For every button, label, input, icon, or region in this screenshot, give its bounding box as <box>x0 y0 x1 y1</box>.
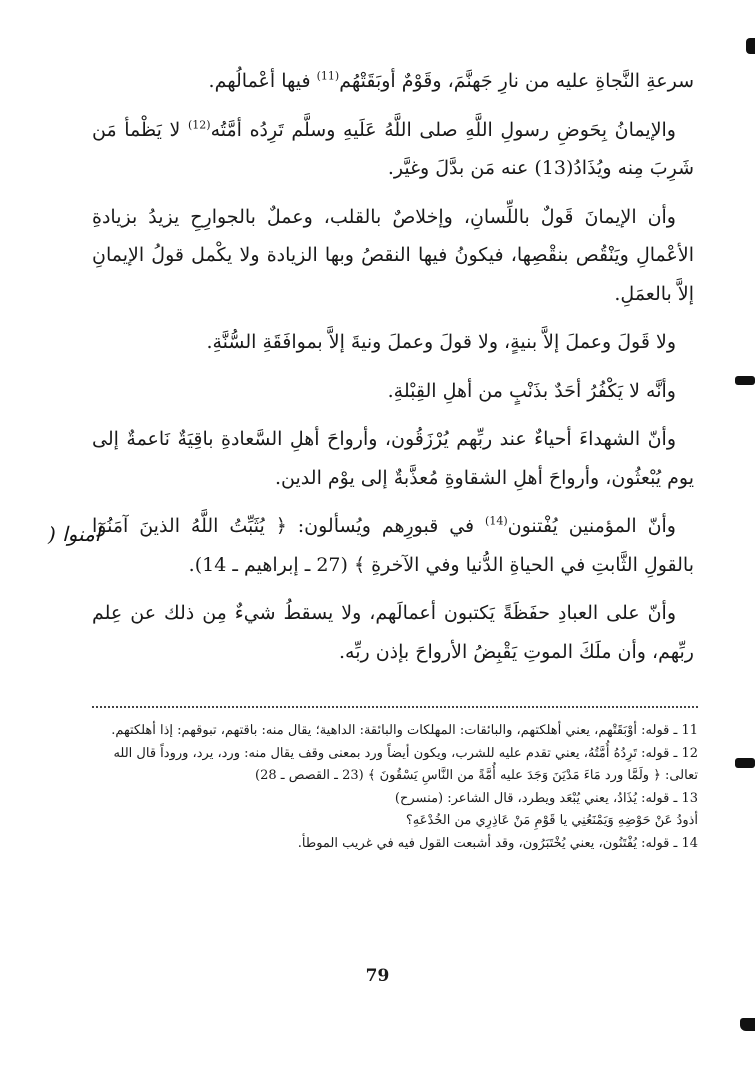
paragraph-3: وأن الإيمانَ قَولٌ باللِّسانِ، وإخلاصٌ بالقلب، وعملٌ بالجوارِحِ يزيدُ بزيادةِ الأعْمالِ ويَنْقُص بنقْصِها، فيكونُ فيها النقصُ وبها الزيادة ولا يكْمل قولُ الإيمانِ إلاَّ بالعمَلِ. <box>92 205 694 305</box>
footnote-ref-14: (14) <box>485 514 508 528</box>
footnote-13: 13 ـ قوله: يُذَادُ، يعني يُبْعَد ويطرد، قال الشاعر: (منسرح) <box>394 790 698 806</box>
paragraph-8: وأنّ على العبادِ حفَظَةً يَكتبون أعمالَهم، ولا يسقطُ شيءٌ مِن ذلك عن عِلم ربِّهم، وأن ملَكَ الموتِ يَقْبِضُ الأرواحَ بإذن ربِّه. <box>92 602 694 663</box>
paragraph-2: والإيمانُ بِحَوضِ رسولِ اللَّهِ صلى اللَّهُ عَلَيهِ وسلَّم تَرِدُه أمَّتُه$^{(12)}$ لا يَظْمأ مَن شَرِبَ مِنه ويُذَادُ(13) عنه مَن بدَّلَ وغيَّر. <box>92 118 694 179</box>
paragraph-5: وأنَّه لا يَكْفُرُ أحَدٌ بذَنْبٍ من أهلِ القِبْلةِ. <box>387 379 676 402</box>
footnotes <box>92 720 698 855</box>
paragraph-4: ولا قَولَ وعملَ إلاَّ بنيةٍ، ولا قولَ وعملَ ونيةَ إلاَّ بموافَقَةِ السُّنَّةِ. <box>206 331 676 353</box>
footnote-separator <box>92 706 698 708</box>
scan-edge-mark <box>746 38 755 54</box>
footnote-ref-11: (11) <box>316 69 340 83</box>
footnote-12: 12 ـ قوله: تَرِدُهُ أُمَّتُهُ، يعني تقدم عليه للشرب، ويكون أيضاً ورد بمعنى وقف يقال منه: ورد، يرد، وروداً قال الله تعالى: ﴿ ولَمَّا ورد مَاءَ مَدْيَنَ وَجَدَ عليه أُمَّةً من النَّاسِ يَسْقُونَ ﴾ (23 ـ القصص ـ 28) <box>113 745 698 783</box>
main-text <box>92 62 694 681</box>
handwritten-annotation: آمنوا ( <box>48 522 101 546</box>
footnote-11: 11 ـ قوله: أوْبَقَتْهم، يعني أهلكتهم، والبائقات: المهلكات والبائقة: الداهية؛ يقال منه: باقتهم، تبوقهم: إذا أهلكتهم. <box>111 723 698 738</box>
scan-edge-mark <box>735 758 755 768</box>
footnote-ref-12: (12) <box>187 118 211 132</box>
scan-edge-mark <box>735 376 755 385</box>
paragraph-6: وأنّ الشهداءَ أحياءٌ عند ربِّهم يُرْزَقُون، وأرواحَ أهلِ السَّعادةِ باقِيَةٌ نَاعمةٌ إلى يوم يُبْعثُون، وأرواحَ أهلِ الشقاوةِ مُعذَّبةٌ إلى يوْم الدين. <box>92 428 694 489</box>
page-number: 79 <box>365 966 390 986</box>
footnote-14: 14 ـ قوله: يُفْتَنُون، يعني يُخْتَبَرُون، وقد أشبعت القول فيه في غريب الموطأ. <box>297 835 698 851</box>
scan-edge-mark <box>740 1018 755 1031</box>
paragraph-7: وأنّ المؤمنين يُفْتنون$^{(14)}$ في قبورِهم ويُسألون: ﴿ يُثَبِّتُ اللَّهُ الذينَ آمَنُوا بالقولِ الثَّابتِ في الحياةِ الدُّنيا وفي الآخرةِ ﴾ (27 ـ إبراهيم ـ 14). <box>92 514 694 576</box>
footnote-13-verse: أذودُ عَنْ حَوْضِهِ وَيَمْنَعُنِي يا قَوْمِ مَنْ عَاذِرِي من الخُدْعَهِ؟ <box>405 813 698 828</box>
paragraph-1: سرعةِ النَّجاةِ عليه من نارِ جَهنَّمَ، وقَوْمٌ أوبَقَتْهُم$^{(11)}$ فيها أعْمالُهم. <box>208 69 694 92</box>
